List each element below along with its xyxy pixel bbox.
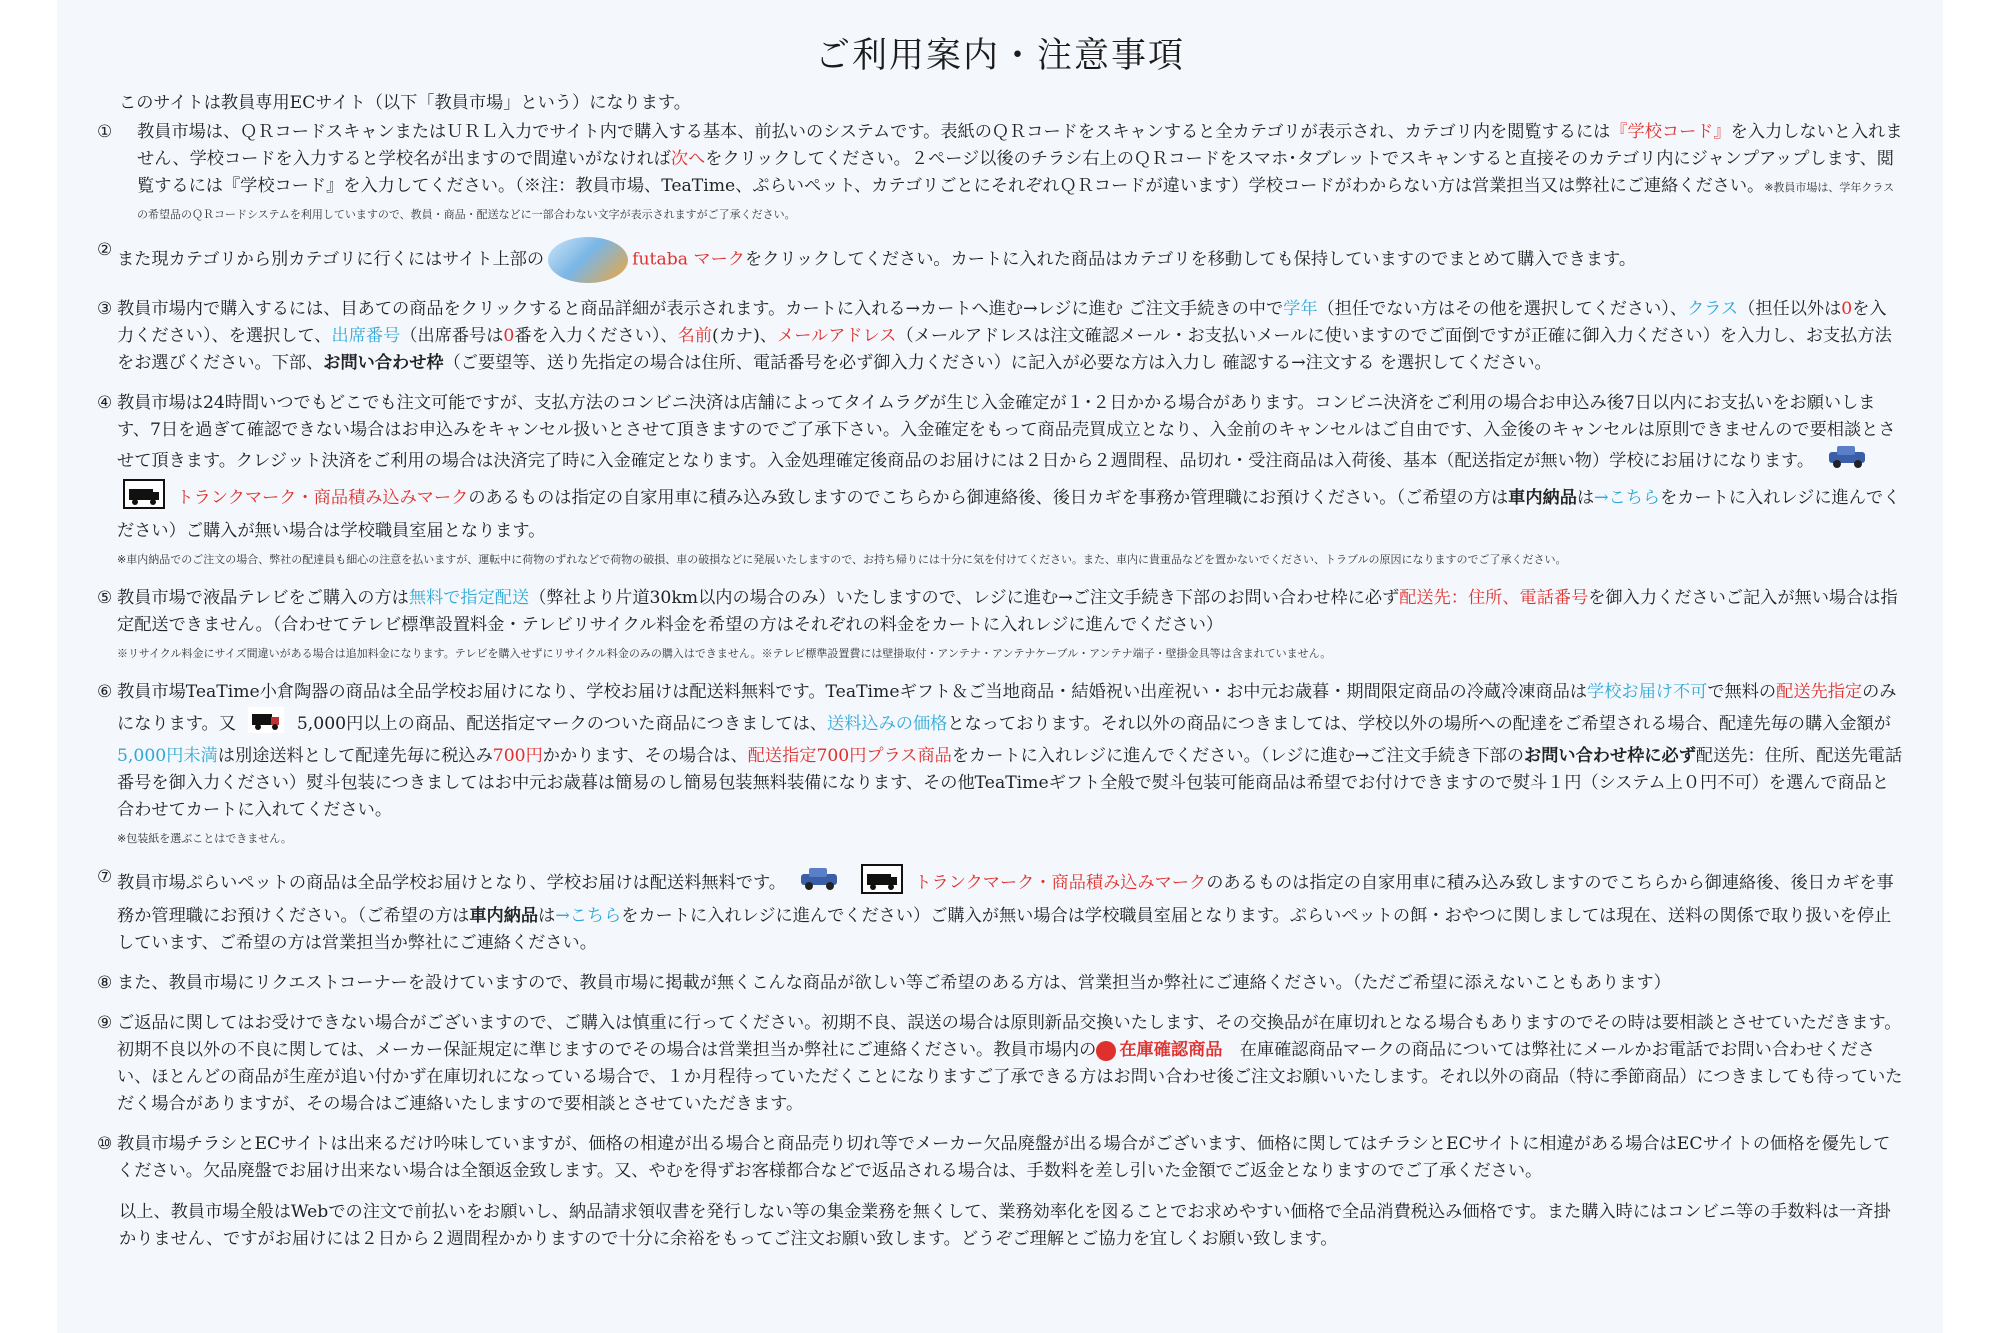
item-number: ④: [97, 393, 113, 413]
text: のあるものは指定の自家用車に積み込み致しますのでこちらから御連絡後、後日カギを事務か管理職にお預けください。（ご希望の方は: [468, 488, 1509, 508]
item-body: [117, 1010, 1903, 1118]
item-number: ⑩: [97, 1134, 113, 1154]
trunk-car-icon: [797, 866, 843, 901]
email-text: メールアドレス: [777, 326, 897, 346]
item-number: ⑤: [97, 588, 113, 608]
notice-item-5: [97, 585, 1903, 666]
notice-item-1: [97, 119, 1903, 227]
item-number: ⑧: [97, 973, 113, 993]
item-number: ②: [97, 240, 113, 260]
page-title: ご利用案内・注意事項: [814, 36, 1185, 76]
item-body: [117, 237, 1903, 283]
text: をカートに入れレジに進んでください）ご購入が無い場合は学校職員室届となります。ぷらいペットの餌・おやつに関しましては現在、送料の関係で取り扱いを停止しています、ご希望の方は営業担当か弊社にご連絡ください。: [117, 906, 1892, 953]
text: となっております。それ以外の商品につきましては、学校以外の場所への配達をご希望される場合、配達先毎の購入金額が: [947, 714, 1891, 734]
footnote: ※教員市場は、学年クラスの希望品のＱＲコードシステムを利用していますので、教員・商品・配送などに一部合わない文字が表示されますがご了承ください。: [137, 181, 1895, 221]
closing-text: 以上、教員市場全般はWebでの注文で前払いをお願いし、納品請求領収書を発行しない等の集金業務を無くして、業務効率化を図ることでお求めやすい価格で全品消費税込み価格です。また購入時にはコンビニ等の手数料は一斉掛かりません、ですがお届けには２日から２週間程かかりますので十分に余裕をもってご注文お願い致します。どうぞご理解とご協力を宜しくお願い致します。: [119, 1202, 1891, 1249]
item-number: ③: [97, 299, 113, 319]
text: 配送先：住所、配送先電話番号を御入力ください）熨斗包装につきましてはお中元お歳暮は簡易のし簡易包装無料装備になります、その他TeaTimeギフト全般で熨斗包装可能商品は希望でお付けできますので熨斗１円（システム上０円不可）を選んで商品と合わせてカートに入れてください。: [117, 746, 1903, 820]
inquiry-box-text: お問い合わせ枠に必ず: [1524, 746, 1696, 766]
loading-mark-icon: [123, 479, 165, 518]
text: かかります、その場合は、: [542, 746, 748, 766]
fee-700-text: 700円: [492, 746, 543, 766]
text: は: [538, 906, 556, 926]
text: をカートに入れレジに進んでください。（レジに進む→ご注文手続き下部の: [951, 746, 1524, 766]
text: 番を入力ください）、: [514, 326, 678, 346]
item-body: [117, 970, 1903, 997]
notice-item-3: [97, 296, 1903, 377]
text: （ご要望等、送り先指定の場合は住所、電話番号を必ず御入力ください）に記入が必要な方は入力し 確認する→注文する を選択してください。: [443, 353, 1552, 373]
text: （出席番号は: [400, 326, 504, 346]
footnote: ※リサイクル料金にサイズ間違いがある場合は追加料金になります。テレビを購入せずにリサイクル料金のみの購入はできません。※テレビ標準設置費には壁掛取付・アンテナ・アンテナケーブル・アンテナ端子・壁掛金具等は含まれていません。: [117, 647, 1332, 660]
under-5000-text: 5,000円未満: [117, 746, 218, 766]
text: （メールアドレスは注文確認メール・お支払いメールに使いますのでご面倒ですが正確に御入力ください）を入力し、お支払方法をお選びください。下部、: [117, 326, 1892, 373]
inquiry-box-text: お問い合わせ枠: [323, 353, 444, 373]
item-body: [117, 864, 1903, 957]
text: また現カテゴリから別カテゴリに行くにはサイト上部の: [117, 249, 545, 270]
notice-item-10: [97, 1131, 1903, 1185]
text: (カナ)、: [712, 326, 777, 346]
notice-item-6: [97, 679, 1903, 851]
text: のみになります。又: [117, 682, 1897, 734]
item-body: [117, 679, 1903, 851]
text: 在庫確認商品マークの商品については弊社にメールかお電話でお問い合わせください、ほとんどの商品が生産が追い付かず在庫切れになっている場合で、１か月程待っていただくことになりますご了承できる方はお問い合わせ後ご注文お願いいたします。それ以外の商品（特に季節商品）につきましても待っていただく場合がありますが、その場合はご連絡いたしますので要相談とさせていただきます。: [117, 1040, 1903, 1114]
notice-sheet: [57, 0, 1943, 1333]
futaba-mark-text: futaba マーク: [632, 249, 745, 270]
item-body: [117, 585, 1903, 666]
notice-item-7: [97, 864, 1903, 957]
item-number: ⑥: [97, 682, 113, 702]
text: （担任以外は: [1738, 299, 1842, 319]
text: で無料の: [1707, 682, 1777, 702]
in-car-delivery-text: 車内納品: [469, 906, 539, 926]
zero-text: 0: [1841, 299, 1853, 319]
item-body: [117, 296, 1903, 377]
text: 教員市場で液晶テレビをご購入の方は: [117, 588, 409, 608]
trunk-mark-text: トランクマーク・商品積み込みマーク: [914, 873, 1207, 893]
class-text: クラス: [1687, 299, 1739, 319]
text: 5,000円以上の商品、配送指定マークのついた商品につきましては、: [296, 714, 827, 734]
in-car-delivery-text: 車内納品: [1508, 488, 1577, 508]
text: を御入力くださいご記入が無い場合は指定配送できません。（合わせてテレビ標準設置料金・テレビリサイクル料金を希望の方はそれぞれの料金をカートに入れレジに進んでください）: [117, 588, 1898, 635]
grade-text: 学年: [1283, 299, 1318, 319]
text: 教員市場TeaTime小倉陶器の商品は全品学校お届けになり、学校お届けは配送料無料です。TeaTimeギフト＆ご当地商品・結婚祝い出産祝い・お中元お歳暮・期間限定商品の冷蔵冷凍商品は: [117, 682, 1588, 702]
notice-content: [97, 90, 1903, 1253]
next-text: 次へ: [670, 149, 706, 169]
text: は別途送料として配達先毎に税込み: [217, 746, 493, 766]
zero-text: 0: [503, 326, 515, 346]
item-body: [117, 1131, 1903, 1185]
here-link[interactable]: →こちら: [1594, 488, 1661, 508]
intro-text: このサイトは教員専用ECサイト（以下「教員市場」という）になります。: [119, 93, 691, 113]
trunk-car-icon: [1825, 444, 1871, 479]
item-number: ⑦: [97, 867, 113, 887]
text: は: [1576, 488, 1595, 508]
school-code-text: 『学校コード』: [1610, 122, 1731, 142]
text: をカートに入れレジに進んでください）ご購入が無い場合は学校職員室届となります。: [117, 488, 1901, 541]
text: （弊社より片道30km以内の場合のみ）いたしますので、レジに進む→ご注文手続き下部のお問い合わせ枠に必ず: [529, 588, 1400, 608]
free-delivery-text: 無料で指定配送: [408, 588, 530, 608]
text: 教員市場は24時間いつでもどこでも注文可能ですが、支払方法のコンビニ決済は店舗によってタイムラグが生じ入金確定が１･２日かかる場合があります。コンビニ決済をご利用の場合お申込み後7日以内にお支払いをお願いします、7日を過ぎて確認できない場合はお申込みをキャンセル扱いとさせて頂きますのでご了承下さい。入金確定をもって商品売買成立となり、入金前のキャンセルはご自由です、入金後のキャンセルは原則できませんので要相談とさせて頂きます。クレジット決済をご利用の場合は決済完了時に入金確定となります。入金処理確定後商品のお届けには２日から２週間程、品切れ・受注商品は入荷後、基本（配送指定が無い物）学校にお届けになります。: [117, 393, 1896, 471]
text: を入力ください）、を選択して、: [117, 299, 1887, 346]
delivery-mark-icon: [247, 706, 285, 743]
stock-check-icon: [1096, 1041, 1116, 1061]
trunk-mark-text: トランクマーク・商品積み込みマーク: [176, 488, 469, 508]
text: 教員市場は、ＱＲコードスキャンまたはＵＲＬ入力でサイト内で購入する基本、前払いのシステムです。表紙のＱＲコードをスキャンすると全カテゴリが表示され、カテゴリ内を閲覧するには: [137, 122, 1611, 142]
item-body: [137, 119, 1903, 227]
text: を入力しないと入れません、学校コードを入力すると学校名が出ますので間違いがなければ: [137, 122, 1903, 169]
item-number: ①: [97, 122, 113, 142]
notice-item-2: [97, 237, 1903, 283]
notice-item-8: [97, 970, 1903, 997]
item-number: ⑨: [97, 1013, 113, 1033]
text: また、教員市場にリクエストコーナーを設けていますので、教員市場に掲載が無くこんな商品が欲しい等ご希望のある方は、営業担当か弊社にご連絡ください。（ただご希望に添えないこともあります）: [117, 973, 1671, 993]
footnote: ※車内納品でのご注文の場合、弊社の配達員も細心の注意を払いますが、運転中に荷物のずれなどで荷物の破損、車の破損などに発展いたしますので、お持ち帰りには十分に気を付けてください。また、車内に貴重品などを置かないでください、トラブルの原因になりますのでご了承ください。: [117, 553, 1567, 566]
text: 教員市場内で購入するには、目あての商品をクリックすると商品詳細が表示されます。カートに入れる→カートへ進む→レジに進む ご注文手続きの中で: [117, 299, 1284, 319]
delivery-destination-text: 配送先指定: [1776, 682, 1863, 702]
delivery-address-text: 配送先：住所、電話番号: [1399, 588, 1589, 608]
here-link[interactable]: →こちら: [555, 906, 622, 926]
text: をクリックしてください。カートに入れた商品はカテゴリを移動しても保持していますのでまとめて購入できます。: [745, 249, 1637, 270]
shipping-included-text: 送料込みの価格: [827, 714, 948, 734]
text: のあるものは指定の自家用車に積み込み致しますのでこちらから御連絡後、後日カギを事務か管理職にお預けください。（ご希望の方は: [117, 873, 1894, 926]
attendance-number-text: 出席番号: [331, 326, 401, 346]
stock-check-mark-text: 在庫確認商品: [1119, 1040, 1223, 1060]
text: ご返品に関してはお受けできない場合がございますので、ご購入は慎重に行ってください。初期不良、誤送の場合は原則新品交換いたします、その交換品が在庫切れとなる場合もありますのでその時は要相談とさせていただきます。初期不良以外の不良に関しては、メーカー保証規定に準じますのでその場合は営業担当か弊社にご連絡ください。教員市場内の: [117, 1013, 1902, 1060]
text: （担任でない方はその他を選択してください）、: [1317, 299, 1688, 319]
notice-item-9: [97, 1010, 1903, 1118]
loading-mark-icon: [861, 864, 903, 903]
text: 教員市場ぷらいペットの商品は全品学校お届けとなり、学校お届けは配送料無料です。: [117, 873, 786, 893]
text: をクリックしてください。２ページ以後のチラシ右上のＱＲコードをスマホ･タブレットでスキャンすると直接そのカテゴリ内にジャンプアップします、閲覧するには『学校コード』を入力してください。（※注：教員市場、TeaTime、ぷらいペット、カテゴリごとにそれぞれＱＲコードが違います）学校コードがわからない方は営業担当又は弊社にご連絡ください。: [137, 149, 1894, 196]
footnote: ※包装紙を選ぶことはできません。: [117, 832, 292, 845]
delivery-700-plus-text: 配送指定700円プラス商品: [747, 746, 952, 766]
item-body: [117, 390, 1903, 572]
notice-item-4: [97, 390, 1903, 572]
futaba-logo-icon[interactable]: [548, 237, 628, 283]
school-delivery-not-available-text: 学校お届け不可: [1587, 682, 1708, 702]
name-text: 名前: [677, 326, 713, 346]
text: 教員市場チラシとECサイトは出来るだけ吟味していますが、価格の相違が出る場合と商品売り切れ等でメーカー欠品廃盤が出る場合がございます、価格に関してはチラシとECサイトに相違がある場合はECサイトの価格を優先してください。欠品廃盤でお届け出来ない場合は全額返金致します。又、やむを得ずお客様都合などで返品される場合は、手数料を差し引いた金額でご返金となりますのでご了承ください。: [117, 1134, 1891, 1181]
